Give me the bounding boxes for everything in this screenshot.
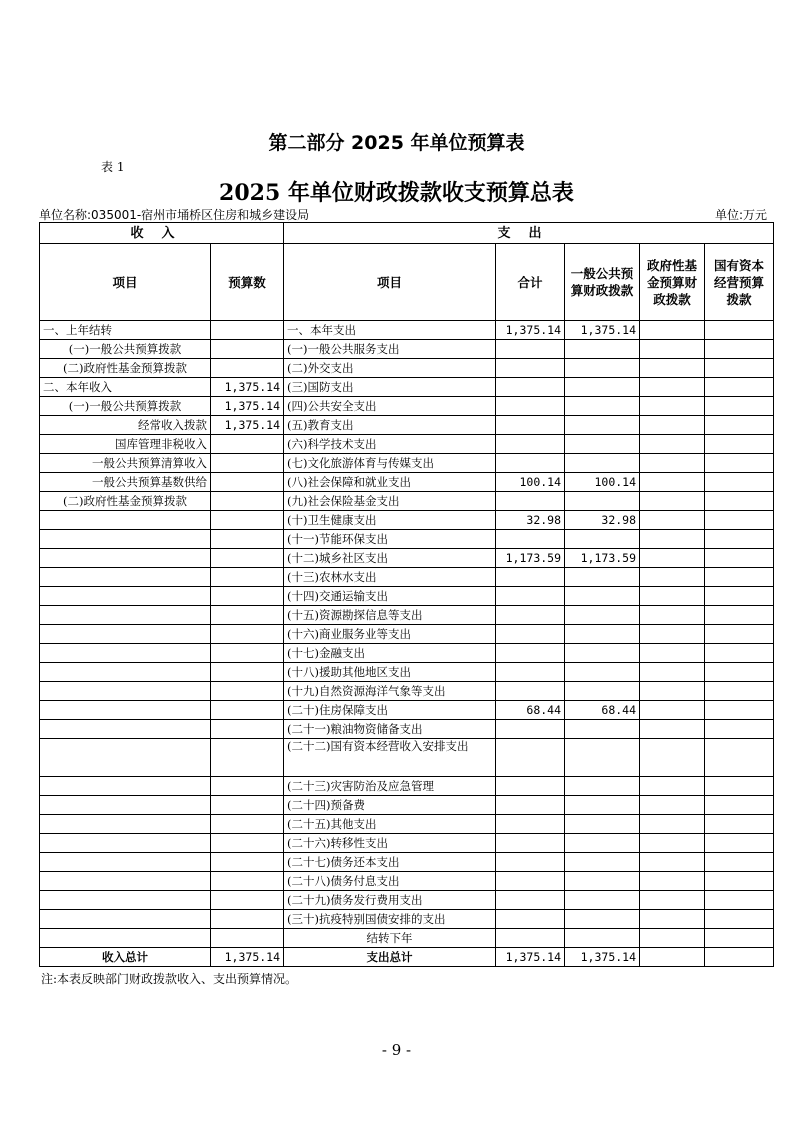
expense-general xyxy=(565,397,640,416)
part-title: 第二部分 2025 年单位预算表 xyxy=(268,132,525,154)
unit-info-row xyxy=(39,206,767,222)
income-item: (一)一般公共预算拨款 xyxy=(40,397,211,416)
expense-item: 一、本年支出 xyxy=(284,321,496,340)
expense-total-amount: 1,375.14 xyxy=(496,948,565,967)
table-row xyxy=(40,682,774,701)
expense-total xyxy=(496,815,565,834)
expense-fund xyxy=(640,530,705,549)
expense-total xyxy=(496,378,565,397)
expense-total: 68.44 xyxy=(496,701,565,720)
expense-total xyxy=(496,891,565,910)
income-amount xyxy=(211,625,284,644)
expense-item: (二十八)债务付息支出 xyxy=(284,872,496,891)
state-capital-header: 国有资本经营预算拨款 xyxy=(705,244,774,321)
expense-total xyxy=(496,720,565,739)
expense-general-total: 1,375.14 xyxy=(565,948,640,967)
expense-capital xyxy=(705,891,774,910)
expense-capital xyxy=(705,644,774,663)
table-row xyxy=(40,435,774,454)
expense-capital xyxy=(705,682,774,701)
expense-capital xyxy=(705,606,774,625)
expense-general xyxy=(565,416,640,435)
expense-total xyxy=(496,834,565,853)
expense-general xyxy=(565,492,640,511)
expense-fund xyxy=(640,910,705,929)
expense-item: 结转下年 xyxy=(284,929,496,948)
table-row xyxy=(40,872,774,891)
expense-general xyxy=(565,739,640,777)
table-row xyxy=(40,454,774,473)
income-item: 国库管理非税收入 xyxy=(40,435,211,454)
expense-capital xyxy=(705,454,774,473)
expense-total xyxy=(496,739,565,777)
expense-capital xyxy=(705,929,774,948)
expense-total xyxy=(496,359,565,378)
expense-general: 1,375.14 xyxy=(565,321,640,340)
expense-total xyxy=(496,435,565,454)
expense-fund xyxy=(640,492,705,511)
income-amount xyxy=(211,796,284,815)
expense-general xyxy=(565,720,640,739)
expense-general xyxy=(565,910,640,929)
expense-general xyxy=(565,378,640,397)
expense-item: (二十五)其他支出 xyxy=(284,815,496,834)
income-item xyxy=(40,663,211,682)
unit-name: 单位名称:035001-宿州市埇桥区住房和城乡建设局 xyxy=(39,208,310,222)
expense-total xyxy=(496,454,565,473)
expense-capital xyxy=(705,416,774,435)
expense-total xyxy=(496,777,565,796)
expense-general xyxy=(565,454,640,473)
expense-fund xyxy=(640,340,705,359)
income-item: 一、上年结转 xyxy=(40,321,211,340)
income-item xyxy=(40,625,211,644)
table-note: 注:本表反映部门财政拨款收入、支出预算情况。 xyxy=(41,972,298,986)
income-amount xyxy=(211,872,284,891)
table-row xyxy=(40,625,774,644)
expense-general xyxy=(565,929,640,948)
expense-general xyxy=(565,568,640,587)
expense-item: (二十二)国有资本经营收入安排支出 xyxy=(284,739,496,777)
page-number: - 9 - xyxy=(381,1041,412,1059)
expense-fund xyxy=(640,473,705,492)
income-amount xyxy=(211,910,284,929)
expense-item: (十三)农林水支出 xyxy=(284,568,496,587)
income-item xyxy=(40,606,211,625)
income-total-label: 收入总计 xyxy=(40,948,211,967)
table-row xyxy=(40,910,774,929)
expense-capital xyxy=(705,530,774,549)
income-amount xyxy=(211,492,284,511)
expense-fund xyxy=(640,549,705,568)
expense-item: (十五)资源勘探信息等支出 xyxy=(284,606,496,625)
income-item xyxy=(40,587,211,606)
expense-capital xyxy=(705,378,774,397)
expense-general xyxy=(565,834,640,853)
table-row xyxy=(40,777,774,796)
expense-fund xyxy=(640,397,705,416)
table-row xyxy=(40,473,774,492)
expense-capital xyxy=(705,834,774,853)
expense-item: (二十九)债务发行费用支出 xyxy=(284,891,496,910)
income-item xyxy=(40,872,211,891)
expense-item: (二十六)转移性支出 xyxy=(284,834,496,853)
general-budget-header: 一般公共预算财政拨款 xyxy=(565,244,640,321)
expense-capital xyxy=(705,511,774,530)
expense-total xyxy=(496,416,565,435)
table-row xyxy=(40,701,774,720)
expense-capital xyxy=(705,739,774,777)
expense-total: 32.98 xyxy=(496,511,565,530)
income-amount xyxy=(211,359,284,378)
expense-fund xyxy=(640,511,705,530)
income-item xyxy=(40,796,211,815)
income-item: (二)政府性基金预算拨款 xyxy=(40,492,211,511)
expense-capital xyxy=(705,359,774,378)
expense-item: (三)国防支出 xyxy=(284,378,496,397)
income-amount xyxy=(211,549,284,568)
expense-fund xyxy=(640,853,705,872)
income-item xyxy=(40,853,211,872)
income-budget-header: 预算数 xyxy=(211,244,284,321)
expense-item: (十九)自然资源海洋气象等支出 xyxy=(284,682,496,701)
income-amount xyxy=(211,720,284,739)
expense-item: (七)文化旅游体育与传媒支出 xyxy=(284,454,496,473)
income-amount xyxy=(211,454,284,473)
expense-total xyxy=(496,644,565,663)
expense-fund xyxy=(640,834,705,853)
expense-general xyxy=(565,625,640,644)
expense-fund xyxy=(640,720,705,739)
expense-fund xyxy=(640,644,705,663)
table-row xyxy=(40,568,774,587)
expense-fund xyxy=(640,663,705,682)
expense-fund xyxy=(640,872,705,891)
income-item: 一般公共预算清算收入 xyxy=(40,454,211,473)
income-item xyxy=(40,530,211,549)
income-amount: 1,375.14 xyxy=(211,397,284,416)
expense-general xyxy=(565,872,640,891)
income-item xyxy=(40,777,211,796)
income-amount xyxy=(211,435,284,454)
table-row xyxy=(40,815,774,834)
income-item xyxy=(40,834,211,853)
expense-item: (六)科学技术支出 xyxy=(284,435,496,454)
gov-fund-header: 政府性基金预算财政拨款 xyxy=(640,244,705,321)
expense-general xyxy=(565,663,640,682)
expense-general xyxy=(565,796,640,815)
expense-general xyxy=(565,682,640,701)
expense-fund xyxy=(640,568,705,587)
expense-total xyxy=(496,492,565,511)
income-item xyxy=(40,739,211,777)
income-item xyxy=(40,511,211,530)
expense-capital xyxy=(705,321,774,340)
table-row xyxy=(40,720,774,739)
income-item xyxy=(40,891,211,910)
income-total-amount: 1,375.14 xyxy=(211,948,284,967)
expense-capital xyxy=(705,435,774,454)
expense-general: 68.44 xyxy=(565,701,640,720)
expense-item: (二十四)预备费 xyxy=(284,796,496,815)
expense-capital xyxy=(705,568,774,587)
expense-capital xyxy=(705,492,774,511)
income-item-header: 项目 xyxy=(40,244,211,321)
income-item: (二)政府性基金预算拨款 xyxy=(40,359,211,378)
expense-item: (十)卫生健康支出 xyxy=(284,511,496,530)
expense-item-header: 项目 xyxy=(284,244,496,321)
income-item: 经常收入拨款 xyxy=(40,416,211,435)
table-row xyxy=(40,549,774,568)
income-item: 一般公共预算基数供给 xyxy=(40,473,211,492)
expense-capital xyxy=(705,796,774,815)
expense-total xyxy=(496,606,565,625)
expense-general xyxy=(565,815,640,834)
table-row xyxy=(40,663,774,682)
expense-general: 1,173.59 xyxy=(565,549,640,568)
expense-general xyxy=(565,891,640,910)
table-row xyxy=(40,492,774,511)
income-item xyxy=(40,568,211,587)
table-row xyxy=(40,739,774,777)
expense-fund xyxy=(640,321,705,340)
table-row xyxy=(40,929,774,948)
expense-fund xyxy=(640,929,705,948)
income-amount xyxy=(211,511,284,530)
income-amount xyxy=(211,929,284,948)
income-item: (一)一般公共预算拨款 xyxy=(40,340,211,359)
expense-general xyxy=(565,435,640,454)
table-row xyxy=(40,587,774,606)
table-row xyxy=(40,416,774,435)
expense-fund xyxy=(640,739,705,777)
income-item xyxy=(40,910,211,929)
expense-fund xyxy=(640,815,705,834)
expense-fund xyxy=(640,891,705,910)
table-row xyxy=(40,378,774,397)
expense-total xyxy=(496,397,565,416)
expense-general xyxy=(565,644,640,663)
expense-fund xyxy=(640,378,705,397)
expense-capital xyxy=(705,853,774,872)
income-item xyxy=(40,701,211,720)
income-amount xyxy=(211,682,284,701)
expense-item: (二)外交支出 xyxy=(284,359,496,378)
income-amount xyxy=(211,606,284,625)
expense-total xyxy=(496,929,565,948)
unit-measure: 单位:万元 xyxy=(714,208,767,222)
expense-item: (十二)城乡社区支出 xyxy=(284,549,496,568)
table-row xyxy=(40,606,774,625)
expense-total xyxy=(496,587,565,606)
income-amount xyxy=(211,701,284,720)
expense-total xyxy=(496,568,565,587)
expense-capital xyxy=(705,872,774,891)
expense-general xyxy=(565,606,640,625)
expense-fund xyxy=(640,606,705,625)
expense-general: 100.14 xyxy=(565,473,640,492)
expense-item: (九)社会保险基金支出 xyxy=(284,492,496,511)
expense-fund xyxy=(640,701,705,720)
expense-fund xyxy=(640,435,705,454)
income-item xyxy=(40,549,211,568)
expense-fund xyxy=(640,625,705,644)
income-amount: 1,375.14 xyxy=(211,416,284,435)
expense-capital xyxy=(705,340,774,359)
table-row xyxy=(40,891,774,910)
expense-capital xyxy=(705,625,774,644)
total-header: 合计 xyxy=(496,244,565,321)
expense-general: 32.98 xyxy=(565,511,640,530)
expense-item: (三十)抗疫特别国债安排的支出 xyxy=(284,910,496,929)
expense-item: (十六)商业服务业等支出 xyxy=(284,625,496,644)
table-body xyxy=(40,321,774,948)
page-title: 2025 年单位财政拨款收支预算总表 xyxy=(219,180,574,206)
expense-total xyxy=(496,663,565,682)
table-row xyxy=(40,359,774,378)
table-row xyxy=(40,644,774,663)
income-amount: 1,375.14 xyxy=(211,378,284,397)
income-amount xyxy=(211,739,284,777)
expense-section-header: 支出 xyxy=(284,223,774,244)
expense-fund xyxy=(640,777,705,796)
expense-item: (二十)住房保障支出 xyxy=(284,701,496,720)
expense-capital xyxy=(705,587,774,606)
expense-general xyxy=(565,853,640,872)
expense-item: (十七)金融支出 xyxy=(284,644,496,663)
expense-capital xyxy=(705,663,774,682)
expense-total xyxy=(496,910,565,929)
income-amount xyxy=(211,891,284,910)
income-amount xyxy=(211,568,284,587)
expense-total xyxy=(496,796,565,815)
table-row xyxy=(40,530,774,549)
expense-total: 1,173.59 xyxy=(496,549,565,568)
income-amount xyxy=(211,815,284,834)
expense-capital xyxy=(705,777,774,796)
expense-item: (二十七)债务还本支出 xyxy=(284,853,496,872)
expense-capital xyxy=(705,720,774,739)
expense-fund-total xyxy=(640,948,705,967)
income-amount xyxy=(211,340,284,359)
expense-total xyxy=(496,530,565,549)
income-amount xyxy=(211,777,284,796)
income-item: 二、本年收入 xyxy=(40,378,211,397)
expense-general xyxy=(565,359,640,378)
table-row xyxy=(40,321,774,340)
table-row xyxy=(40,511,774,530)
income-amount xyxy=(211,853,284,872)
expense-total: 1,375.14 xyxy=(496,321,565,340)
expense-capital xyxy=(705,473,774,492)
expense-fund xyxy=(640,359,705,378)
income-amount xyxy=(211,321,284,340)
expense-fund xyxy=(640,416,705,435)
income-amount xyxy=(211,587,284,606)
expense-general xyxy=(565,587,640,606)
income-amount xyxy=(211,834,284,853)
income-item xyxy=(40,644,211,663)
expense-item: (十四)交通运输支出 xyxy=(284,587,496,606)
expense-item: (二十三)灾害防治及应急管理 xyxy=(284,777,496,796)
table-number: 表 1 xyxy=(101,160,125,174)
expense-general xyxy=(565,340,640,359)
expense-item: (八)社会保障和就业支出 xyxy=(284,473,496,492)
expense-item: (五)教育支出 xyxy=(284,416,496,435)
income-section-header: 收入 xyxy=(40,223,284,244)
expense-capital-total xyxy=(705,948,774,967)
expense-capital xyxy=(705,549,774,568)
table-row xyxy=(40,796,774,815)
expense-general xyxy=(565,530,640,549)
expense-capital xyxy=(705,397,774,416)
expense-item: (一)一般公共服务支出 xyxy=(284,340,496,359)
budget-table xyxy=(39,222,774,967)
income-amount xyxy=(211,644,284,663)
income-amount xyxy=(211,530,284,549)
expense-total xyxy=(496,872,565,891)
expense-fund xyxy=(640,587,705,606)
income-item xyxy=(40,929,211,948)
expense-fund xyxy=(640,796,705,815)
income-amount xyxy=(211,473,284,492)
income-item xyxy=(40,682,211,701)
expense-total xyxy=(496,853,565,872)
expense-total xyxy=(496,625,565,644)
expense-total: 100.14 xyxy=(496,473,565,492)
expense-item: (十八)援助其他地区支出 xyxy=(284,663,496,682)
table-row xyxy=(40,834,774,853)
expense-total xyxy=(496,682,565,701)
expense-fund xyxy=(640,682,705,701)
income-item xyxy=(40,815,211,834)
expense-item: (四)公共安全支出 xyxy=(284,397,496,416)
expense-item: (十一)节能环保支出 xyxy=(284,530,496,549)
expense-total-label: 支出总计 xyxy=(284,948,496,967)
expense-capital xyxy=(705,815,774,834)
expense-item: (二十一)粮油物资储备支出 xyxy=(284,720,496,739)
table-row xyxy=(40,853,774,872)
expense-capital xyxy=(705,701,774,720)
income-amount xyxy=(211,663,284,682)
income-item xyxy=(40,720,211,739)
table-row xyxy=(40,340,774,359)
expense-total xyxy=(496,340,565,359)
expense-capital xyxy=(705,910,774,929)
expense-general xyxy=(565,777,640,796)
expense-fund xyxy=(640,454,705,473)
table-row xyxy=(40,397,774,416)
